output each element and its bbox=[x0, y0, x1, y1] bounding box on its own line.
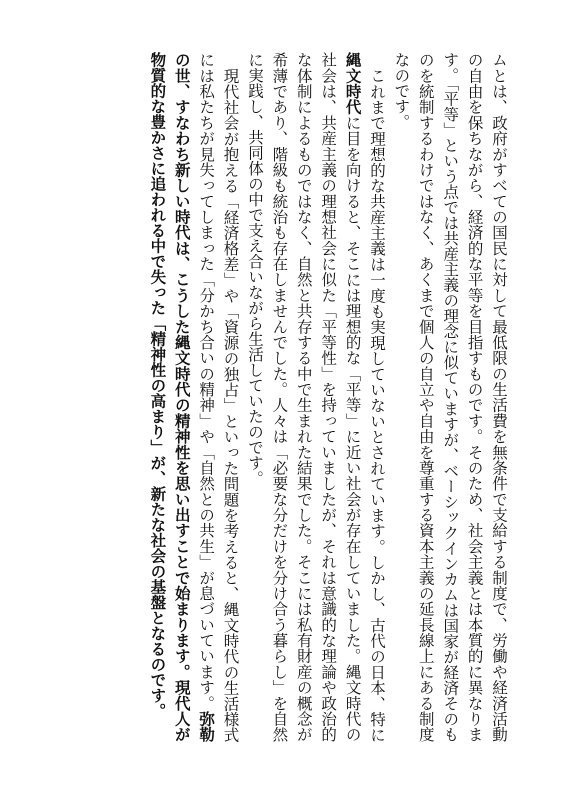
paragraph-1-text: ムとは、政府がすべての国民に対して最低限の生活費を無条件で支給する制度で、労働や経済活動の自由を保ちながら、経済的な平等を目指すものです。そのため、社会主義とは本質的に異なります。「平等」という点では共産主義の理念に似ていますが、ベーシックインカムは国家が経済そのものを統制するわけではなく、あくまで個人の自立や自由を尊重する資本主義の延長線上にある制度なのです。 bbox=[392, 52, 508, 742]
paragraph-1 bbox=[389, 52, 511, 742]
paragraph-2 bbox=[243, 52, 389, 742]
paragraph-3-text: 現代社会が抱える「経済格差」や「資源の独占」といった問題を考えると、縄文時代の生活様式には私たちが見失ってしまった「分かち合いの精神」や「自然との共生」が息づいています。 bbox=[197, 52, 240, 742]
paragraph-3 bbox=[145, 52, 243, 742]
paragraph-2-text-b: に目を向けると、そこには理想的な「平等」に近い社会が存在していました。縄文時代の社会は、共産主義の理想社会に似た「平等性」を持っていましたが、それは意識的な理論や政治的な体制によるものではなく、自然と共存する中で生まれた結果でした。そこには私有財産の概念が希薄であり、階級も統治も存在しませんでした。人々は「必要な分だけを分け合う暮らし」を自然に実践し、共同体の中で支え合いながら生活していたのです。 bbox=[245, 52, 362, 742]
paragraph-2-emphasis: 縄文時代 bbox=[343, 52, 363, 115]
paragraph-2-text-a: これまで理想的な共産主義は一度も実現していないとされています。しかし、古代の日本、特に bbox=[367, 67, 386, 742]
paragraph-3-emphasis: 弥勒の世、すなわち新しい時代は、こうした縄文時代の精神性を思い出すことで始まります。現代人が物質的な豊かさに追われる中で失った「精神性の高まり」が、新たな社会の基盤となるのです。 bbox=[148, 52, 217, 742]
vertical-text-body bbox=[41, 52, 511, 742]
